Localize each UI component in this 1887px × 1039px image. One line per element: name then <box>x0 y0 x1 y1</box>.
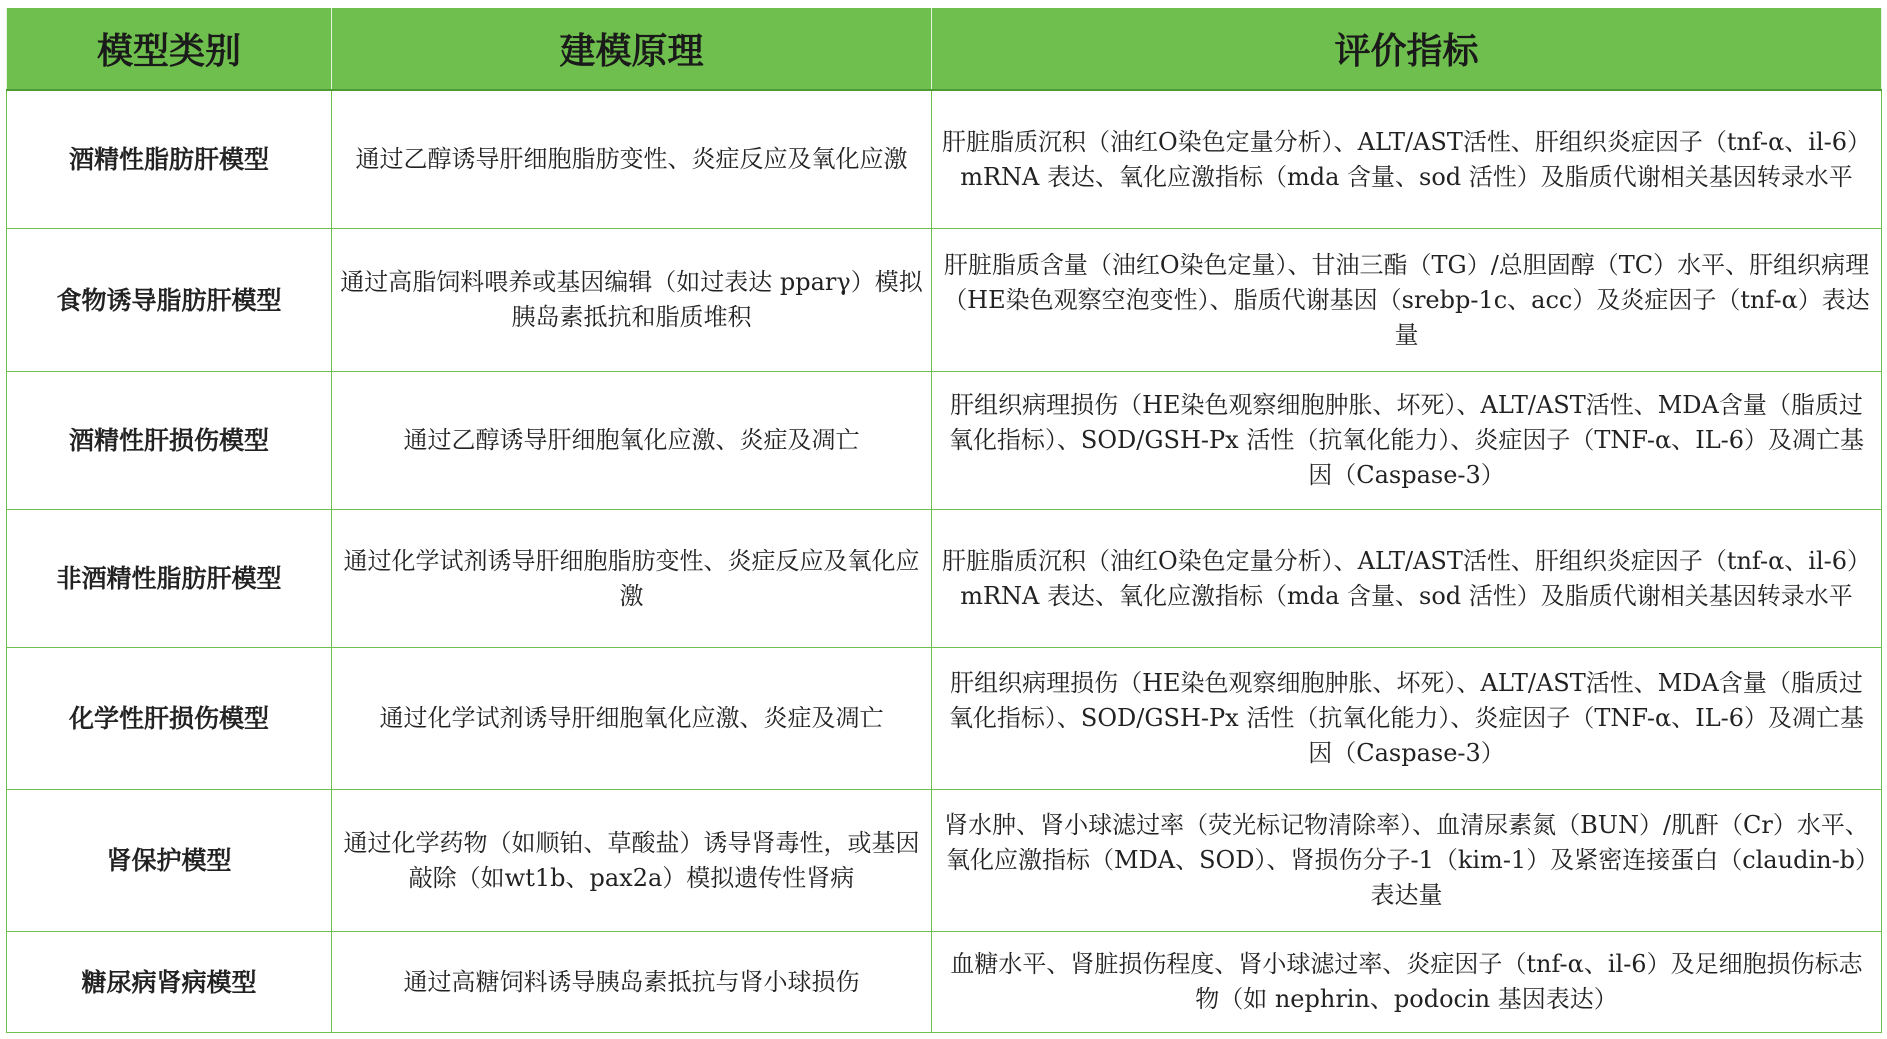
table-row <box>7 229 1882 372</box>
table-row <box>7 510 1882 648</box>
cell-principle: 通过化学药物（如顺铂、草酸盐）诱导肾毒性，或基因敲除（如wt1b、pax2a）模拟遗传性肾病 <box>332 790 932 932</box>
cell-category: 酒精性脂肪肝模型 <box>7 90 332 229</box>
cell-category: 化学性肝损伤模型 <box>7 648 332 790</box>
cell-indicators: 肝组织病理损伤（HE染色观察细胞肿胀、坏死）、ALT/AST活性、MDA含量（脂质过氧化指标）、SOD/GSH-Px 活性（抗氧化能力）、炎症因子（TNF-α、IL-6）及凋亡基因（Caspase-3） <box>932 372 1882 510</box>
header-category: 模型类别 <box>7 8 332 90</box>
cell-category: 糖尿病肾病模型 <box>7 932 332 1033</box>
cell-category: 食物诱导脂肪肝模型 <box>7 229 332 372</box>
header-indicators: 评价指标 <box>932 8 1882 90</box>
cell-principle: 通过乙醇诱导肝细胞氧化应激、炎症及凋亡 <box>332 372 932 510</box>
cell-category: 非酒精性脂肪肝模型 <box>7 510 332 648</box>
table-row <box>7 372 1882 510</box>
cell-indicators: 肝脏脂质沉积（油红O染色定量分析）、ALT/AST活性、肝组织炎症因子（tnf-α、il-6）mRNA 表达、氧化应激指标（mda 含量、sod 活性）及脂质代谢相关基因转录水平 <box>932 90 1882 229</box>
model-table <box>6 8 1882 1033</box>
cell-principle: 通过化学试剂诱导肝细胞脂肪变性、炎症反应及氧化应激 <box>332 510 932 648</box>
cell-indicators: 血糖水平、肾脏损伤程度、肾小球滤过率、炎症因子（tnf-α、il-6）及足细胞损伤标志物（如 nephrin、podocin 基因表达） <box>932 932 1882 1033</box>
cell-principle: 通过乙醇诱导肝细胞脂肪变性、炎症反应及氧化应激 <box>332 90 932 229</box>
cell-principle: 通过高糖饲料诱导胰岛素抵抗与肾小球损伤 <box>332 932 932 1033</box>
table-row <box>7 90 1882 229</box>
table-row <box>7 932 1882 1033</box>
cell-indicators: 肝组织病理损伤（HE染色观察细胞肿胀、坏死）、ALT/AST活性、MDA含量（脂质过氧化指标）、SOD/GSH-Px 活性（抗氧化能力）、炎症因子（TNF-α、IL-6）及凋亡基因（Caspase-3） <box>932 648 1882 790</box>
table-row <box>7 790 1882 932</box>
cell-principle: 通过高脂饲料喂养或基因编辑（如过表达 pparγ）模拟胰岛素抵抗和脂质堆积 <box>332 229 932 372</box>
cell-indicators: 肾水肿、肾小球滤过率（荧光标记物清除率）、血清尿素氮（BUN）/肌酐（Cr）水平、氧化应激指标（MDA、SOD）、肾损伤分子-1（kim-1）及紧密连接蛋白（claudin-b）表达量 <box>932 790 1882 932</box>
cell-category: 酒精性肝损伤模型 <box>7 372 332 510</box>
cell-indicators: 肝脏脂质含量（油红O染色定量）、甘油三酯（TG）/总胆固醇（TC）水平、肝组织病理（HE染色观察空泡变性）、脂质代谢基因（srebp-1c、acc）及炎症因子（tnf-α）表达量 <box>932 229 1882 372</box>
cell-principle: 通过化学试剂诱导肝细胞氧化应激、炎症及凋亡 <box>332 648 932 790</box>
header-row <box>7 8 1882 90</box>
cell-indicators: 肝脏脂质沉积（油红O染色定量分析）、ALT/AST活性、肝组织炎症因子（tnf-α、il-6）mRNA 表达、氧化应激指标（mda 含量、sod 活性）及脂质代谢相关基因转录水平 <box>932 510 1882 648</box>
header-principle: 建模原理 <box>332 8 932 90</box>
cell-category: 肾保护模型 <box>7 790 332 932</box>
table-row <box>7 648 1882 790</box>
